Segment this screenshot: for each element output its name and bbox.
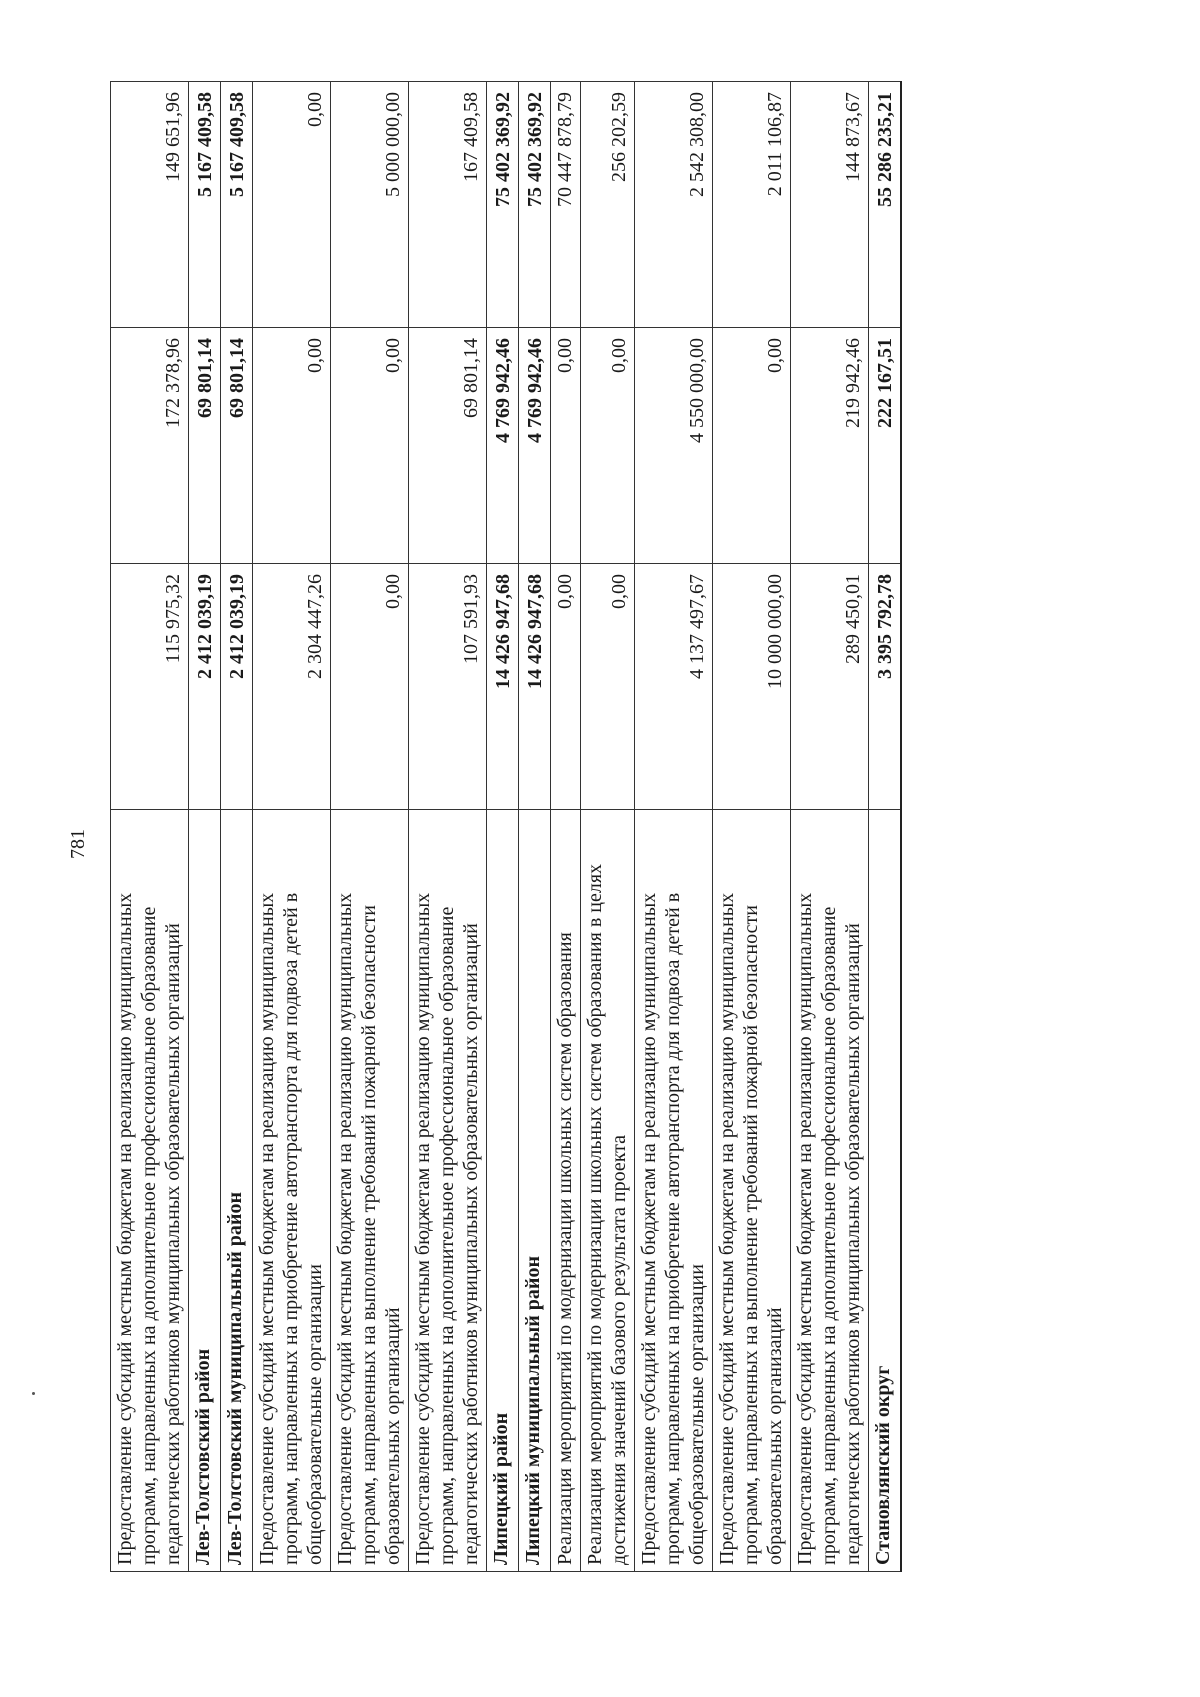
row-value-3: 149 651,96	[111, 82, 189, 328]
row-description: Предоставление субсидий местным бюджетам на реализацию муниципальных программ, направленных на приобретение автотранспорта для подвоза детей в общеобразовательные организации	[253, 810, 331, 1572]
table-row	[551, 82, 581, 1572]
row-value-2: 69 801,14	[409, 328, 487, 564]
row-value-3: 256 202,59	[581, 82, 635, 328]
page-number: 781	[67, 829, 89, 859]
row-value-3: 5 167 409,58	[221, 82, 253, 328]
row-description: Предоставление субсидий местным бюджетам на реализацию муниципальных программ, направленных на приобретение автотранспорта для подвоза детей в общеобразовательные организации	[635, 810, 713, 1572]
table-row	[581, 82, 635, 1572]
row-value-1: 115 975,32	[111, 564, 189, 810]
row-description: Липецкий район	[487, 810, 519, 1572]
row-value-2: 0,00	[713, 328, 791, 564]
table-row	[331, 82, 409, 1572]
table-row	[713, 82, 791, 1572]
row-value-3: 75 402 369,92	[487, 82, 519, 328]
row-description: Предоставление субсидий местным бюджетам на реализацию муниципальных программ, направленных на выполнение требований пожарной безопасности образовательных организаций	[713, 810, 791, 1572]
scan-speck	[32, 1392, 35, 1395]
row-value-3: 70 447 878,79	[551, 82, 581, 328]
row-description: Лев-Толстовский район	[189, 810, 221, 1572]
row-value-1: 4 137 497,67	[635, 564, 713, 810]
row-value-3: 144 873,67	[791, 82, 869, 328]
row-value-2: 4 550 000,00	[635, 328, 713, 564]
row-value-2: 4 769 942,46	[487, 328, 519, 564]
row-value-1: 107 591,93	[409, 564, 487, 810]
row-value-2: 0,00	[253, 328, 331, 564]
table-row	[111, 82, 189, 1572]
row-value-2: 219 942,46	[791, 328, 869, 564]
budget-table-body	[111, 82, 902, 1572]
table-row	[791, 82, 869, 1572]
row-description: Липецкий муниципальный район	[519, 810, 551, 1572]
row-description: Предоставление субсидий местным бюджетам на реализацию муниципальных программ, направленных на выполнение требований пожарной безопасности образовательных организаций	[331, 810, 409, 1572]
row-value-2: 172 378,96	[111, 328, 189, 564]
table-summary-row	[869, 82, 902, 1572]
row-value-2: 4 769 942,46	[519, 328, 551, 564]
row-value-1: 10 000 000,00	[713, 564, 791, 810]
row-value-3: 5 000 000,00	[331, 82, 409, 328]
row-description: Предоставление субсидий местным бюджетам на реализацию муниципальных программ, направленных на дополнительное профессиональное образование педагогических работников муниципальных образовательных организаций	[111, 810, 189, 1572]
row-description: Предоставление субсидий местным бюджетам на реализацию муниципальных программ, направленных на дополнительное профессиональное образование педагогических работников муниципальных образовательных организаций	[409, 810, 487, 1572]
row-value-1: 3 395 792,78	[869, 564, 902, 810]
table-summary-row	[189, 82, 221, 1572]
row-value-2: 0,00	[331, 328, 409, 564]
row-value-1: 0,00	[581, 564, 635, 810]
row-value-2: 0,00	[551, 328, 581, 564]
row-value-2: 222 167,51	[869, 328, 902, 564]
row-value-2: 69 801,14	[189, 328, 221, 564]
row-value-2: 0,00	[581, 328, 635, 564]
row-value-1: 0,00	[331, 564, 409, 810]
row-description: Лев-Толстовский муниципальный район	[221, 810, 253, 1572]
row-value-1: 14 426 947,68	[487, 564, 519, 810]
row-value-1: 2 412 039,19	[189, 564, 221, 810]
row-value-3: 2 011 106,87	[713, 82, 791, 328]
table-summary-row	[487, 82, 519, 1572]
row-description: Реализация мероприятий по модернизации школьных систем образования	[551, 810, 581, 1572]
row-description: Предоставление субсидий местным бюджетам на реализацию муниципальных программ, направленных на дополнительное профессиональное образование педагогических работников муниципальных образовательных организаций	[791, 810, 869, 1572]
row-value-1: 14 426 947,68	[519, 564, 551, 810]
table-row	[253, 82, 331, 1572]
row-value-1: 0,00	[551, 564, 581, 810]
row-value-3: 167 409,58	[409, 82, 487, 328]
row-value-3: 55 286 235,21	[869, 82, 902, 328]
row-value-3: 0,00	[253, 82, 331, 328]
row-value-2: 69 801,14	[221, 328, 253, 564]
table-row	[409, 82, 487, 1572]
row-value-1: 2 304 447,26	[253, 564, 331, 810]
table-row	[635, 82, 713, 1572]
row-value-1: 289 450,01	[791, 564, 869, 810]
row-value-1: 2 412 039,19	[221, 564, 253, 810]
rotated-page	[110, 82, 1060, 1572]
table-summary-row	[221, 82, 253, 1572]
row-description: Становлянский округ	[869, 810, 902, 1572]
table-summary-row	[519, 82, 551, 1572]
budget-table	[110, 81, 902, 1572]
row-description: Реализация мероприятий по модернизации школьных систем образования в целях достижения значений базового результата проекта	[581, 810, 635, 1572]
row-value-3: 5 167 409,58	[189, 82, 221, 328]
row-value-3: 75 402 369,92	[519, 82, 551, 328]
row-value-3: 2 542 308,00	[635, 82, 713, 328]
